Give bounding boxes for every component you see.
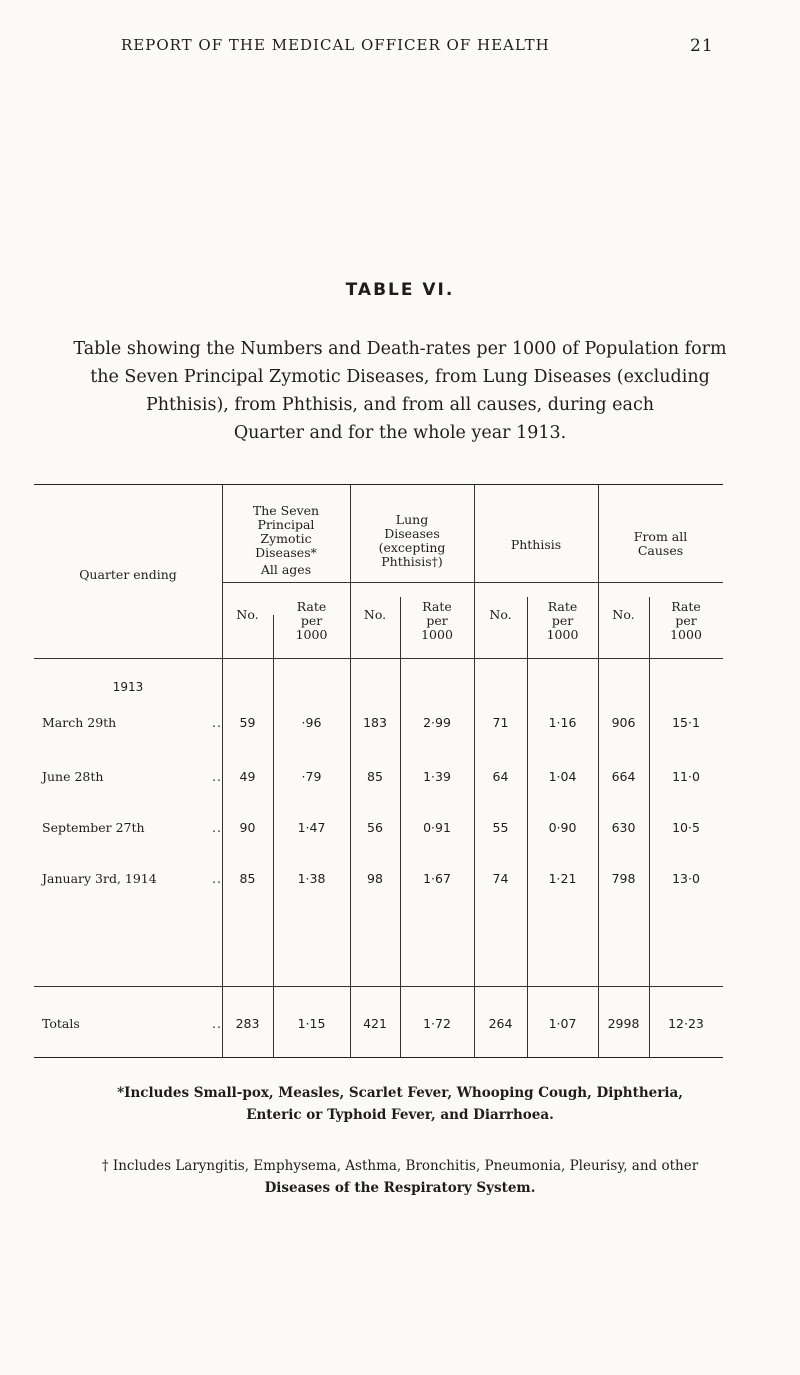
table-row-label: January 3rd, 1914 .. xyxy=(42,871,222,886)
page-number: 21 xyxy=(690,36,714,56)
subheader-no: No. xyxy=(489,607,512,622)
table-row-cell: 85 xyxy=(239,871,256,886)
caption-line: the Seven Principal Zymotic Diseases, from Lung Diseases (excluding xyxy=(90,367,710,387)
table-caption xyxy=(34,335,766,447)
caption-line: Table showing the Numbers and Death-rates per 1000 of Population form xyxy=(73,339,727,359)
table-row-cell: 13·0 xyxy=(672,871,700,886)
table-row-cell: 183 xyxy=(363,715,387,730)
table-row-cell: 56 xyxy=(367,820,383,835)
caption-line: Phthisis), from Phthisis, and from all causes, during each xyxy=(145,395,655,415)
totals-row-label: Totals .. xyxy=(42,1016,222,1031)
table-row-cell: 2·99 xyxy=(423,715,451,730)
totals-row-cell: 1·15 xyxy=(297,1016,326,1031)
table-row-cell: 1·67 xyxy=(423,871,451,886)
subheader-no: No. xyxy=(363,607,387,622)
table-rule xyxy=(34,658,723,659)
caption-line: Quarter and for the whole year 1913. xyxy=(233,423,567,443)
table-row-cell: 74 xyxy=(492,871,509,886)
totals-row-cell: 1·07 xyxy=(548,1016,577,1031)
year-label: 1913 xyxy=(112,680,144,694)
table-row-cell: 630 xyxy=(611,820,636,835)
totals-row-cell: 2998 xyxy=(607,1016,640,1031)
subheader-no: No. xyxy=(236,607,259,622)
running-head-title: REPORT OF THE MEDICAL OFFICER OF HEALTH xyxy=(121,36,550,54)
table-row-cell: 1·38 xyxy=(297,871,326,886)
group-header-lung: Lung Diseases (excepting Phthisis†) xyxy=(378,512,446,569)
footnote-dagger: † Includes Laryngitis, Emphysema, Asthma, Bronchitis, Pneumonia, Pleurisy, and other Diseases of the Respiratory System. xyxy=(101,1158,699,1196)
mortality-table xyxy=(34,484,723,1058)
totals-row-cell: 421 xyxy=(363,1016,387,1031)
table-row-cell: 15·1 xyxy=(672,715,700,730)
table-row-cell: 0·91 xyxy=(423,820,451,835)
group-header-phthisis: Phthisis xyxy=(510,537,562,552)
table-row-cell: 1·21 xyxy=(548,871,577,886)
table-row-cell: 85 xyxy=(367,769,383,784)
table-title: TABLE VI. xyxy=(345,280,455,300)
table-row-cell: 906 xyxy=(611,715,636,730)
table-row-cell: 11·0 xyxy=(672,769,700,784)
totals-row-cell: 12·23 xyxy=(668,1016,704,1031)
totals-row-cell: 283 xyxy=(235,1016,260,1031)
table-row-cell: 1·39 xyxy=(423,769,451,784)
table-row-label: March 29th .. xyxy=(42,715,222,730)
group-header-zymotic: The Seven Principal Zymotic Diseases* All ages xyxy=(252,503,320,577)
subheader-rate: Rate per 1000 xyxy=(421,599,453,642)
table-row-cell: 49 xyxy=(239,769,256,784)
table-row-cell: 1·16 xyxy=(548,715,577,730)
table-row-cell: 1·47 xyxy=(297,820,326,835)
table-row-cell: 55 xyxy=(492,820,509,835)
table-row-cell: 71 xyxy=(492,715,509,730)
table-row-cell: 10·5 xyxy=(672,820,700,835)
table-rule xyxy=(34,986,723,987)
footnote-asterisk: *Includes Small-pox, Measles, Scarlet Fever, Whooping Cough, Diphtheria, Enteric or Typhoid Fever, and Diarrhoea. xyxy=(117,1085,683,1123)
group-header-all-causes: From all Causes xyxy=(633,529,688,558)
table-row-cell: 90 xyxy=(239,820,256,835)
table-row-cell: ·96 xyxy=(301,715,322,730)
subheader-rate: Rate per 1000 xyxy=(670,599,702,642)
row-header: Quarter ending xyxy=(79,567,177,582)
totals-row-cell: 1·72 xyxy=(423,1016,451,1031)
table-row-cell: 798 xyxy=(611,871,636,886)
table-rule xyxy=(222,582,723,583)
table-rule xyxy=(273,615,274,1057)
table-row-cell: 0·90 xyxy=(548,820,577,835)
subheader-rate: Rate per 1000 xyxy=(546,599,579,642)
totals-row-cell: 264 xyxy=(488,1016,513,1031)
table-row-cell: 59 xyxy=(239,715,256,730)
table-row-cell: 98 xyxy=(367,871,383,886)
table-row-cell: ·79 xyxy=(301,769,322,784)
table-row-cell: 1·04 xyxy=(548,769,577,784)
table-row-cell: 664 xyxy=(611,769,636,784)
subheader-no: No. xyxy=(612,607,635,622)
table-row-cell: 64 xyxy=(492,769,509,784)
table-row-label: June 28th .. xyxy=(42,769,222,784)
subheader-rate: Rate per 1000 xyxy=(295,599,328,642)
table-row-label: September 27th .. xyxy=(42,820,222,835)
